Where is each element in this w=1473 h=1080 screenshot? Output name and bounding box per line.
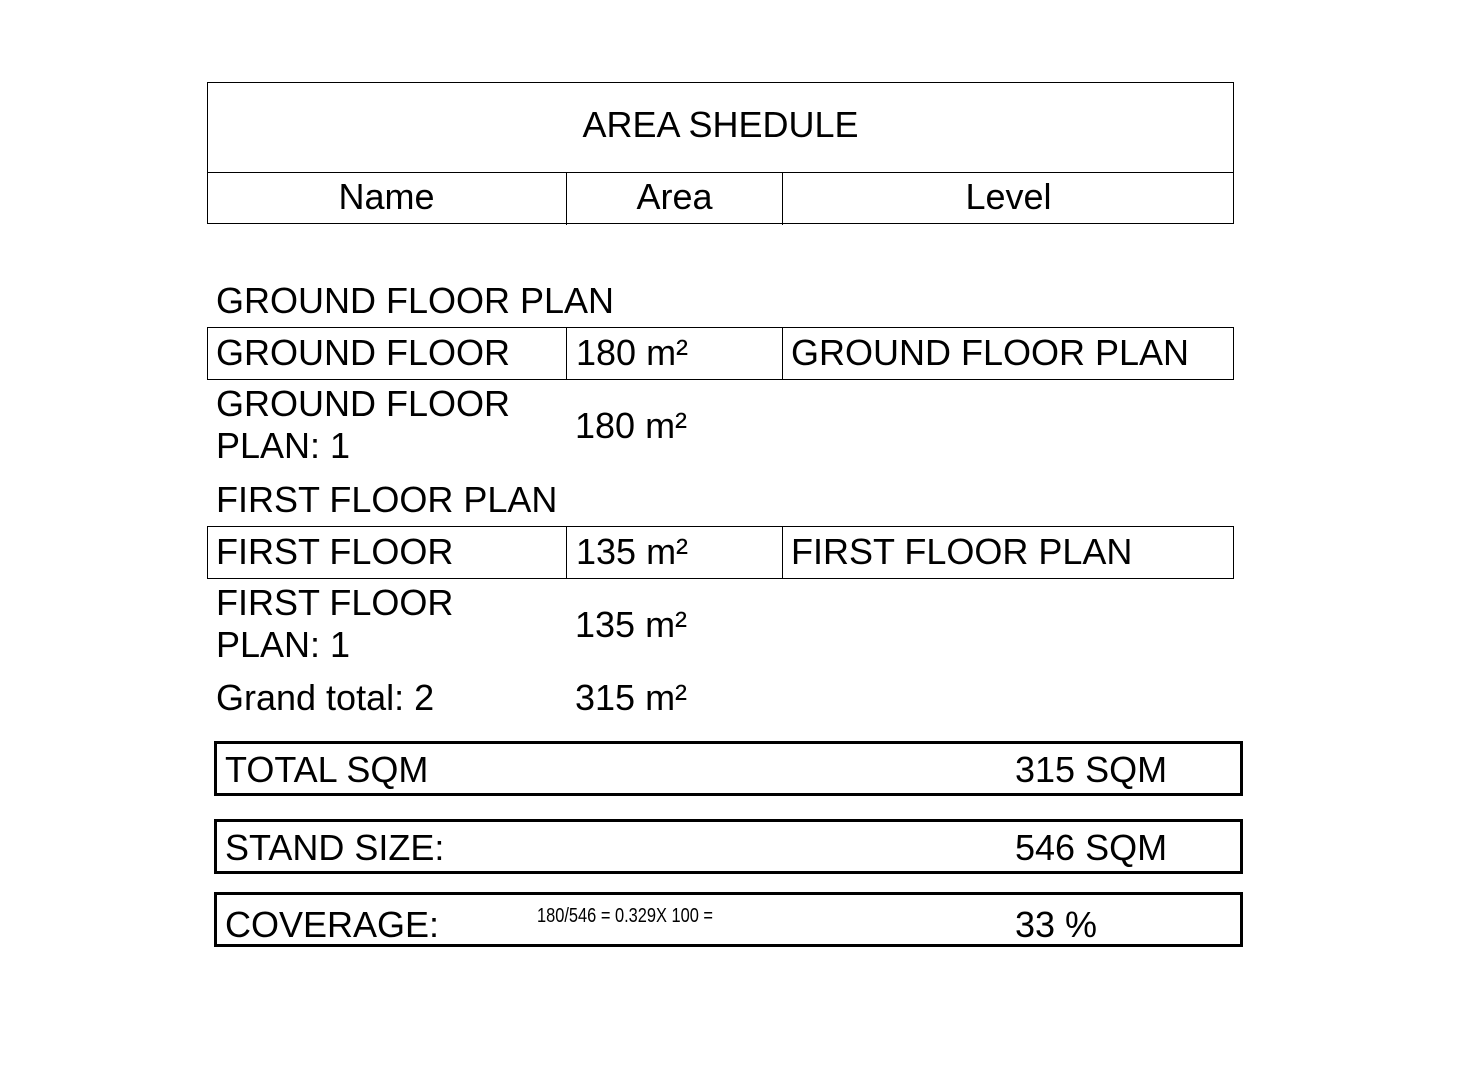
table-row-ground-floor xyxy=(207,327,1234,380)
group-heading-first-floor: FIRST FLOOR PLAN xyxy=(216,479,558,520)
group-heading-ground-floor: GROUND FLOOR PLAN xyxy=(216,280,615,321)
row-name: FIRST FLOOR xyxy=(216,531,454,572)
column-header-row xyxy=(207,172,1234,225)
grand-total-label: Grand total: 2 xyxy=(216,677,435,718)
stand-size-label: STAND SIZE: xyxy=(225,827,445,868)
schedule-header-table xyxy=(207,82,1234,224)
row-name: GROUND FLOOR xyxy=(216,332,511,373)
subtotal-name-first-line1: FIRST FLOOR xyxy=(216,582,454,623)
row-level: FIRST FLOOR PLAN xyxy=(791,531,1133,572)
row-level-cell xyxy=(782,527,1233,578)
row-area-cell xyxy=(566,328,782,379)
coverage-value: 33 % xyxy=(1015,904,1098,945)
column-header-level: Level xyxy=(965,176,1052,217)
total-sqm-label: TOTAL SQM xyxy=(225,749,429,790)
total-sqm-box xyxy=(214,741,1243,796)
grand-total-area: 315 m² xyxy=(575,677,688,718)
column-header-name: Name xyxy=(338,176,435,217)
row-area-cell xyxy=(566,527,782,578)
column-header-area-cell xyxy=(566,173,782,225)
table-row-first-floor xyxy=(207,526,1234,579)
subtotal-area-ground: 180 m² xyxy=(575,405,688,446)
subtotal-name-ground-line1: GROUND FLOOR xyxy=(216,383,511,424)
subtotal-name-first-line2: PLAN: 1 xyxy=(216,624,351,665)
coverage-formula: 180/546 = 0.329X 100 = xyxy=(537,905,714,927)
coverage-label: COVERAGE: xyxy=(225,904,440,945)
column-header-area: Area xyxy=(636,176,713,217)
schedule-title: AREA SHEDULE xyxy=(582,104,859,145)
subtotal-name-ground-line2: PLAN: 1 xyxy=(216,425,351,466)
subtotal-area-first: 135 m² xyxy=(575,604,688,645)
stand-size-value: 546 SQM xyxy=(1015,827,1168,868)
row-area: 180 m² xyxy=(576,332,689,373)
stand-size-box xyxy=(214,819,1243,874)
row-area: 135 m² xyxy=(576,531,689,572)
coverage-box xyxy=(214,892,1243,947)
column-header-level-cell xyxy=(782,173,1234,225)
row-level: GROUND FLOOR PLAN xyxy=(791,332,1190,373)
row-level-cell xyxy=(782,328,1233,379)
total-sqm-value: 315 SQM xyxy=(1015,749,1168,790)
